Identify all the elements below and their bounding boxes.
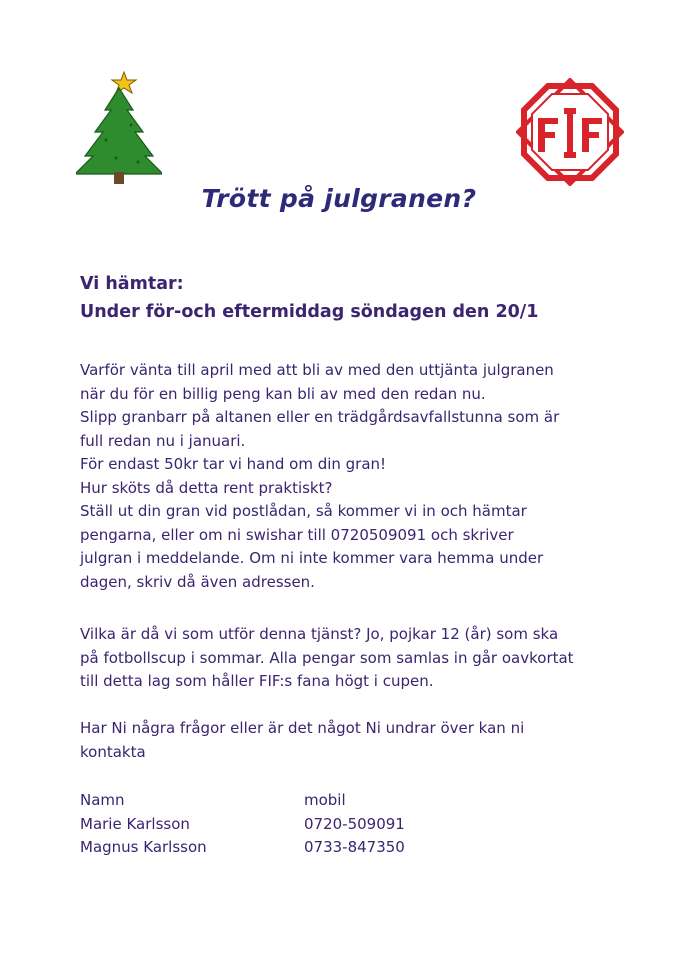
pickup-heading (80, 270, 538, 326)
flyer-title: Trött på julgranen? (201, 184, 477, 213)
contact-name: Magnus Karlsson (80, 838, 207, 856)
text-line: kontakta (80, 742, 146, 761)
subheading-line: Vi hämtar: (80, 274, 184, 294)
text-line: Vilka är då vi som utför denna tjänst? Jo, pojkar 12 (år) som ska (80, 625, 559, 643)
contacts-header-row (80, 789, 405, 813)
christmas-tree-icon (76, 70, 162, 186)
text-line: Hur sköts då detta rent praktiskt? (80, 478, 333, 497)
contact-phone: 0733-847350 (304, 838, 405, 856)
text-line: på fotbollscup i sommar. Alla pengar som samlas in går oavkortat (80, 648, 574, 667)
text-line: Varför vänta till april med att bli av med den uttjänta julgranen (80, 361, 554, 379)
text-line: dagen, skriv då även adressen. (80, 572, 315, 591)
name-column-header: Namn (80, 791, 125, 809)
text-line: För endast 50kr tar vi hand om din gran! (80, 455, 387, 473)
subheading-line: Under för-och eftermiddag söndagen den 20/1 (80, 302, 539, 322)
text-line: till detta lag som håller FIF:s fana högt i cupen. (80, 672, 434, 690)
phone-column-header: mobil (304, 791, 346, 809)
contact-row (80, 813, 405, 837)
text-line: Ställ ut din gran vid postlådan, så kommer vi in och hämtar (80, 502, 527, 520)
contact-paragraph (80, 717, 524, 764)
text-line: Har Ni några frågor eller är det något Ni undrar över kan ni (80, 719, 525, 737)
fif-club-logo (516, 78, 624, 186)
text-line: julgran i meddelande. Om ni inte kommer vara hemma under (80, 549, 544, 567)
contact-row (80, 836, 405, 860)
text-line: när du för en billig peng kan bli av med den redan nu. (80, 384, 486, 403)
about-paragraph (80, 623, 574, 694)
text-line: Slipp granbarr på altanen eller en trädgårdsavfallstunna som är (80, 408, 560, 426)
text-line: full redan nu i januari. (80, 431, 246, 450)
text-line: pengarna, eller om ni swishar till 0720509091 och skriver (80, 525, 514, 544)
contacts-table (80, 789, 405, 860)
contact-phone: 0720-509091 (304, 814, 405, 833)
info-paragraph (80, 359, 559, 594)
contact-name: Marie Karlsson (80, 814, 190, 833)
